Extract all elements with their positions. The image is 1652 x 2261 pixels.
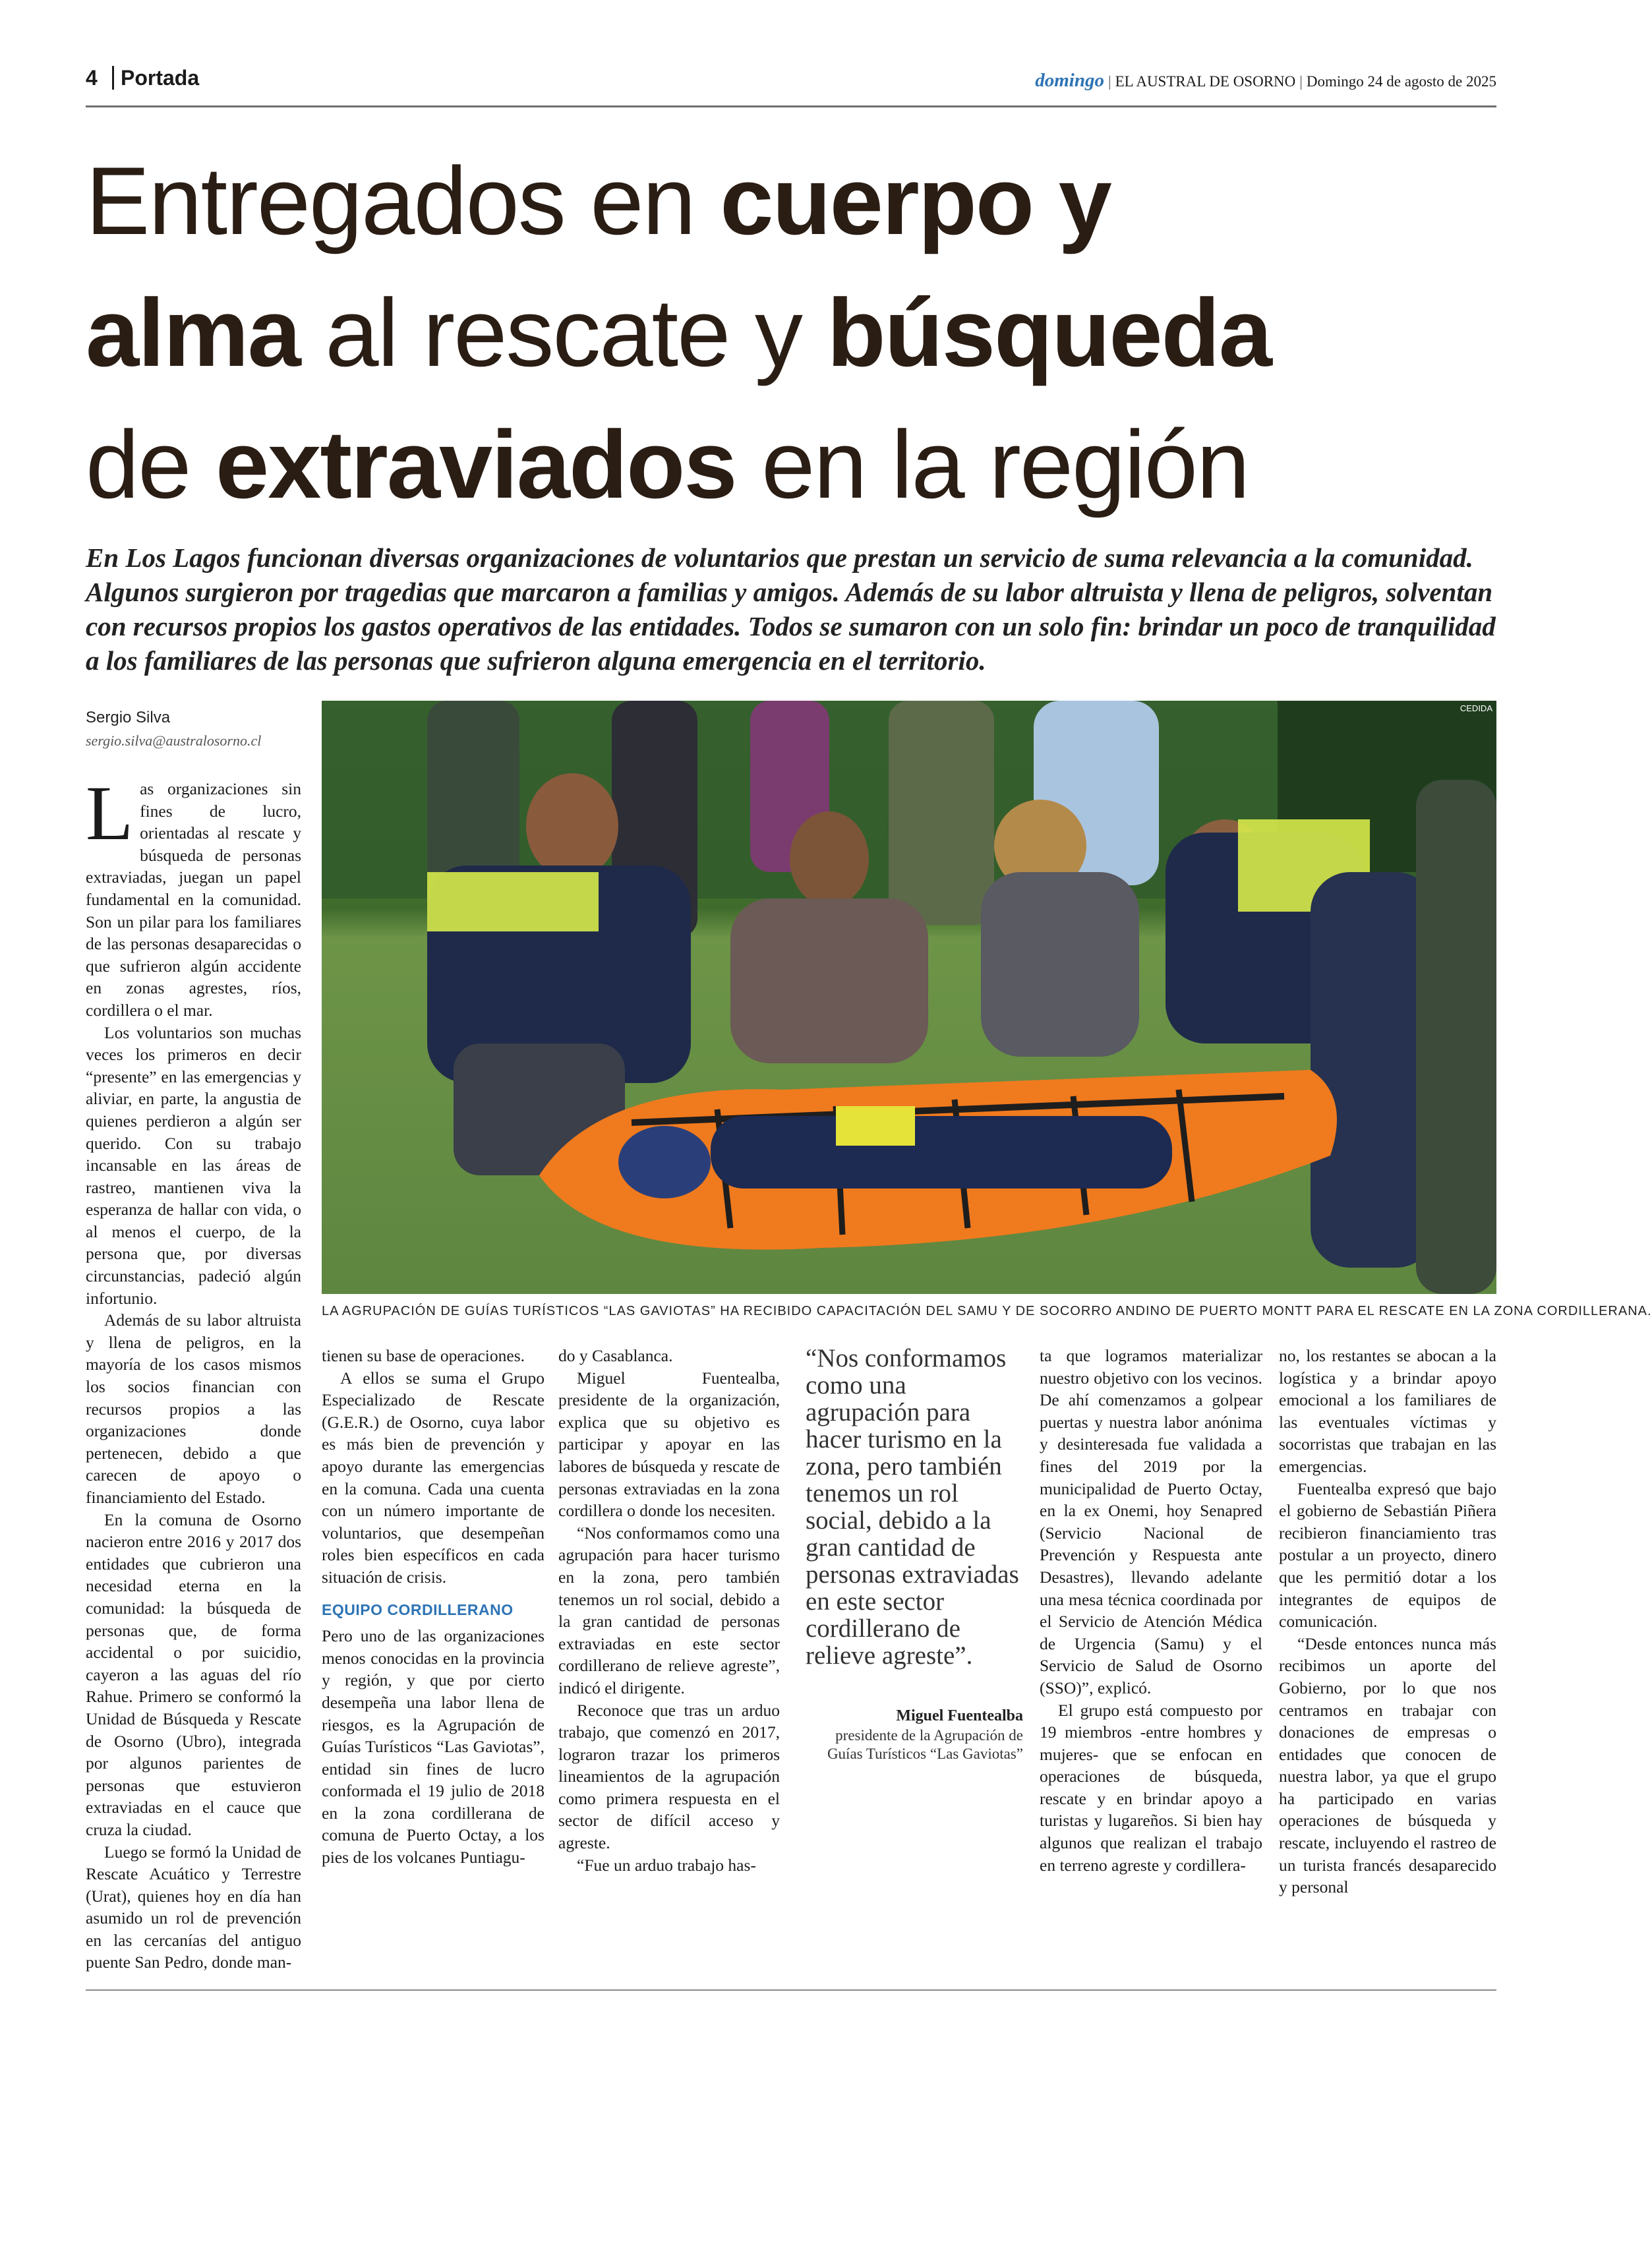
- article-column-6: [1279, 1345, 1496, 1897]
- article-column-5: [1040, 1345, 1262, 1875]
- article-column-1: [86, 770, 301, 1972]
- photo-credit: CEDIDA: [1460, 703, 1492, 713]
- article-paragraph: “Fue un arduo trabajo has-: [577, 1855, 756, 1875]
- headline: Entregados en cuerpo y alma al rescate y búsqueda de extraviados en la región: [86, 147, 1271, 518]
- article-paragraph: Miguel Fuentealba, presidente de la organización, explica que su objetivo es participar y apoyar en las labores de búsqueda y rescate de personas extraviadas en la zona cordillera o donde los necesiten.: [558, 1368, 780, 1521]
- newspaper-name: EL AUSTRAL DE OSORNO: [1115, 73, 1296, 90]
- article-paragraph: A ellos se suma el Grupo Especializado de Rescate (G.E.R.) de Osorno, cuya labor es más bien de prevención y apoyo durante las emergencias en la comuna. Cada una cuenta con un número importante de voluntarios, que desempeñan roles bien específicos en cada situación de crisis.: [322, 1368, 545, 1587]
- pull-quote: [806, 1345, 1023, 1763]
- article-paragraph: El grupo está compuesto por 19 miembros -entre hombres y mujeres- que se enfocan en operaciones de búsqueda, rescate y en brindar apoyo a turistas y lugareños. Si bien hay algunos que realizan el trabajo en terreno agreste y cordillera-: [1040, 1700, 1262, 1875]
- pull-quote-author: Miguel Fuentealba: [896, 1707, 1023, 1724]
- pull-quote-text: “Nos conformamos como una agrupación para hacer turismo en la zona, pero también tenemos un rol social, debido a la gran cantidad de personas extraviadas en este sector cordillerano de relieve agreste”.: [806, 1344, 1019, 1670]
- article-paragraph: no, los restantes se abocan a la logística y a brindar apoyo emocional a los familiares de las eventuales víctimas y socorristas que trabajan en las emergencias.: [1279, 1346, 1496, 1476]
- header-rule: [86, 105, 1496, 107]
- author-email: sergio.silva@australosorno.cl: [86, 732, 262, 749]
- article-paragraph: Los voluntarios son muchas veces los primeros en decir “presente” en las emergencias y aliviar, en parte, la angustia de quienes perdieron a algún ser querido. Con su trabajo incansable en las áreas de rastreo, mantienen viva la esperanza de hallar con vida, o al menos el cuerpo, de la persona que, por diversas circunstancias, padeció algún infortunio.: [86, 1022, 301, 1308]
- article-paragraph: “Desde entonces nunca más recibimos un aporte del Gobierno, por lo que nos centramos en trabajar con donaciones de empresas o entidades que conocen de nuestra labor, ya que el grupo ha participado en varias operaciones de búsqueda y rescate, incluyendo el rastreo de un turista francés desaparecido y personal: [1279, 1633, 1496, 1897]
- drop-cap: L: [86, 770, 134, 856]
- byline: [86, 709, 297, 749]
- photo-illustration: [322, 701, 1496, 1294]
- article-paragraph: En la comuna de Osorno nacieron entre 2016 y 2017 dos entidades que cubrieron una necesidad eterna en la comunidad: la búsqueda de personas que, de forma accidental o por suicidio, cayeron a las aguas del río Rahue. Primero se conformó la Unidad de Búsqueda y Rescate de Osorno (Ubro), integrada por algunos parientes de personas que estuvieron extraviadas en el cauce que cruza la ciudad.: [86, 1510, 301, 1839]
- article-paragraph: Pero uno de las organizaciones menos conocidas en la provincia y región, y que por cierto desempeña una labor llena de riesgos, es la Agrupación de Guías Turísticos “Las Gaviotas”, entidad sin fines de lucro conformada el 19 julio de 2018 en la zona cordillerana de comuna de Puerto Octay, a los pies de los volcanes Puntiagu-: [322, 1626, 545, 1867]
- article-paragraph: Fuentealba expresó que bajo el gobierno de Sebastián Piñera recibieron financiamiento tras postular a un proyecto, dinero que les permitió dotar a los integrantes de equipos de comunicación.: [1279, 1479, 1496, 1631]
- supplement-name: domingo: [1035, 70, 1104, 91]
- article-paragraph: do y Casablanca.: [558, 1346, 673, 1365]
- article-column-3: [558, 1345, 780, 1875]
- pull-quote-role: presidente de la Agrupación de Guías Turísticos “Las Gaviotas”: [827, 1727, 1023, 1762]
- section-name: Portada: [112, 66, 199, 90]
- header-publication-info: domingo | EL AUSTRAL DE OSORNO | Domingo 24 de agosto de 2025: [1035, 70, 1496, 91]
- rescue-training-photo: [322, 701, 1496, 1294]
- article-paragraph: “Nos conformamos como una agrupación para hacer turismo en la zona, pero también tenemos un rol social, debido a la gran cantidad de personas extraviadas en este sector cordillerano de relieve agreste”, indicó el dirigente.: [558, 1523, 780, 1697]
- article-paragraph: ta que logramos materializar nuestro objetivo con los vecinos. De ahí comenzamos a golpear puertas y nuestra labor anónima y desinteresada fue validada a fines del 2019 por la municipalidad de Puerto Octay, en la ex Onemi, hoy Senapred (Servicio Nacional de Prevención y Respuesta ante Desastres), llevando adelante una mesa técnica coordinada por el Servicio de Atención Médica de Urgencia (Samu) y el Servicio de Salud de Osorno (SSO)”, explicó.: [1040, 1346, 1262, 1697]
- deck-summary: En Los Lagos funcionan diversas organizaciones de voluntarios que prestan un servicio de suma relevancia a la comunidad. Algunos surgieron por tragedias que marcaron a familias y amigos. Además de su labor altruista y llena de peligros, solventan con recursos propios los gastos operativos de las entidades. Todos se sumaron con un solo fin: brindar un poco de tranquilidad a los familiares de las personas que sufrieron alguna emergencia en el territorio.: [86, 543, 1496, 676]
- photo-caption: LA AGRUPACIÓN DE GUÍAS TURÍSTICOS “LAS GAVIOTAS” HA RECIBIDO CAPACITACIÓN DEL SAMU Y DE SOCORRO ANDINO DE PUERTO MONTT PARA EL RESCATE EN LA ZONA CORDILLERANA.: [322, 1304, 1652, 1318]
- page-number: 4: [86, 66, 98, 90]
- article-column-2: [322, 1345, 545, 1872]
- article-paragraph: tienen su base de operaciones.: [322, 1346, 525, 1365]
- author-name: Sergio Silva: [86, 709, 171, 726]
- page-header: [86, 63, 1496, 103]
- issue-date: Domingo 24 de agosto de 2025: [1306, 73, 1496, 90]
- section-subhead: EQUIPO CORDILLERANO: [322, 1600, 514, 1618]
- article-paragraph: Además de su labor altruista y llena de peligros, en la mayoría de los casos mismos los socios financian con recursos propios a las organizaciones donde pertenecen, debido a que carecen de apoyo o financiamiento del Estado.: [86, 1310, 301, 1507]
- article-paragraph: Reconoce que tras un arduo trabajo, que comenzó en 2017, lograron trazar los primeros lineamientos de la agrupación como primera respuesta en el sector de difícil acceso y agreste.: [558, 1700, 780, 1853]
- article-paragraph: Las organizaciones sin fines de lucro, orientadas al rescate y búsqueda de personas extraviadas, juegan un papel fundamental en la comunidad. Son un pilar para los familiares de las personas desaparecidas o que sufrieron algún accidente en zonas agrestes, ríos, cordillera o el mar.: [86, 770, 301, 1020]
- footer-rule: [86, 1989, 1496, 1991]
- article-paragraph: Luego se formó la Unidad de Rescate Acuático y Terrestre (Urat), quienes hoy en día han asumido un rol de prevención en las cercanías del antiguo puente San Pedro, donde man-: [86, 1842, 301, 1972]
